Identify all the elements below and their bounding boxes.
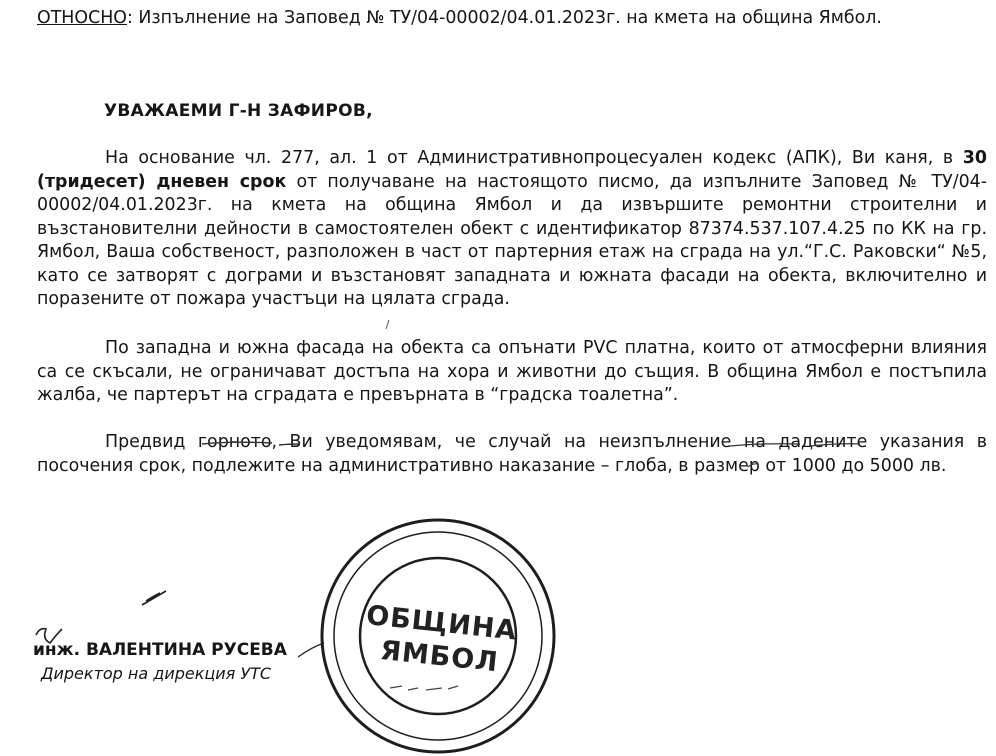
stamp-line-1: ОБЩИНА: [364, 600, 519, 647]
stray-mark: [383, 318, 393, 332]
regarding-text: : Изпълнение на Заповед № ТУ/04-00002/04.01.2023г. на кмета на община Ямбол.: [127, 8, 882, 28]
paragraph-penalty-text: Предвид горното, Ви уведомявам, че случай на неизпълнение на дадените указания в посочения срок, подлежите на административно наказание – глоба, в размер от 1000 до 5000 лв.: [37, 432, 987, 476]
paragraph-invitation: [37, 147, 987, 312]
pen-strike-marks: [160, 437, 996, 477]
signature-block: [33, 640, 287, 660]
paragraph-facade-condition: [37, 337, 987, 408]
paragraph-facade-text: По западна и южна фасада на обекта са опънати PVC платна, които от атмосферни влияния са се скъсали, не ограничават достъпа на хора и животни до същия. В община Ямбол е постъпила жалба, че партерът на сградата е превърната в “градска тоалетна”.: [37, 338, 987, 405]
signer-name: инж. ВАЛЕНТИНА РУСЕВА: [33, 640, 287, 660]
salutation: УВАЖАЕМИ Г-Н ЗАФИРОВ,: [104, 101, 373, 121]
paragraph-invitation-end: от получаване на настоящото писмо, да изпълните Заповед № ТУ/04-00002/04.01.2023г. на кмета на община Ямбол и да извършите ремонтни строителни и възстановителни дейности в самостоятелен обект с идентификатор 87374.537.107.4.25 по КК на гр. Ямбол, Ваша собственост, разположен в част от партерния етаж на сграда на ул.“Г.С. Раковски“ №5, като се затворят с дограми и възстановят западната и южната фасади на обекта, включително и поразените от пожара участъци на цялата сграда.: [37, 171, 988, 309]
stamp-line-2: ЯМБОЛ: [378, 635, 500, 679]
deadline-bold: 30 (тридесет) дневен срок: [37, 148, 987, 192]
municipality-stamp: [318, 516, 558, 756]
paragraph-invitation-start: На основание чл. 277, ал. 1 от Административнопроцесуален кодекс (АПК), Ви каня, в: [105, 148, 963, 168]
signer-title: Директор на дирекция УТС: [41, 664, 272, 683]
regarding-line: [37, 6, 987, 30]
stamp-text: [318, 516, 558, 756]
regarding-label: ОТНОСНО: [37, 8, 127, 28]
